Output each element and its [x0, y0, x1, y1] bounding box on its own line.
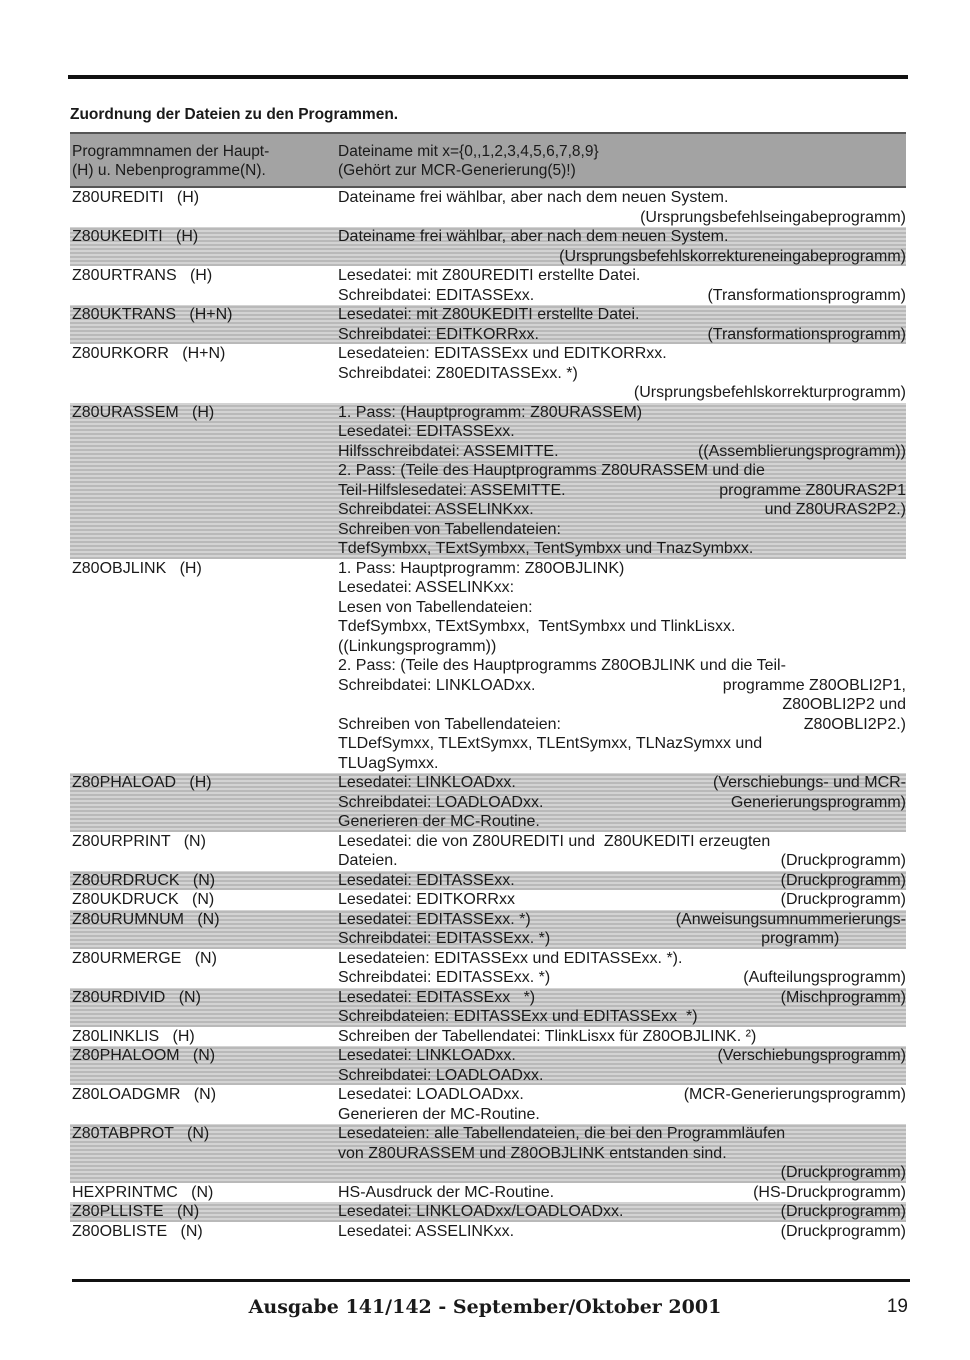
description-line — [338, 403, 906, 423]
description-line — [338, 617, 906, 637]
description-line — [338, 305, 906, 325]
description-text: Schreiben von Tabellendateien: — [338, 520, 561, 538]
description-line — [338, 754, 906, 774]
description-text: Lesedatei: LOADLOADxx. — [338, 1086, 524, 1103]
program-type-note: (Druckprogramm) — [780, 1164, 906, 1181]
program-name: Z80TABPROT (N) — [72, 1125, 210, 1142]
description-text: Teil-Hilfslesedatei: ASSEMITTE. — [338, 481, 566, 499]
file-description — [338, 227, 906, 266]
description-text: 1. Pass: Hauptprogramm: Z80OBJLINK) — [338, 559, 625, 577]
description-text: von Z80URASSEM und Z80OBJLINK entstanden sind. — [338, 1144, 727, 1162]
file-description — [338, 1046, 906, 1085]
description-line — [338, 890, 906, 910]
description-line — [338, 188, 906, 208]
description-line — [338, 910, 906, 930]
description-text: Schreibdatei: LOADLOADxx. — [338, 1066, 544, 1084]
program-type-note: (MCR-Generierungsprogramm) — [683, 1086, 906, 1103]
table-body — [70, 188, 906, 1241]
description-text: Schreiben der Tabellendatei: TlinkLisxx für Z80OBJLINK. ²) — [338, 1027, 757, 1045]
table-header — [70, 132, 906, 188]
description-text: TLDefSymxx, TLExtSymxx, TLEntSymxx, TLNazSymxx und — [338, 735, 763, 752]
file-description — [338, 1202, 906, 1222]
program-type-note: programm) — [761, 930, 906, 947]
top-rule — [68, 75, 908, 79]
description-line — [338, 344, 906, 364]
program-name: Z80UREDITI (H) — [72, 189, 200, 206]
program-type-note: (Ursprungsbefehlseingabeprogramm) — [640, 208, 906, 226]
description-line — [338, 247, 906, 267]
description-line — [338, 598, 906, 618]
program-name: Z80URASSEM (H) — [72, 403, 215, 421]
description-text: Lesedatei: die von Z80UREDITI und Z80UKEDITI erzeugten — [338, 832, 771, 850]
description-line — [338, 1085, 906, 1105]
table-row — [70, 1027, 906, 1047]
description-text: Schreibdatei: ASSELINKxx. — [338, 501, 534, 518]
description-line — [338, 734, 906, 754]
file-description — [338, 988, 906, 1027]
description-line — [338, 656, 906, 676]
description-text: Lesedatei: EDITASSExx *) — [338, 988, 536, 1006]
program-name: Z80UKEDITI (H) — [72, 228, 199, 245]
description-line — [338, 383, 906, 403]
program-type-note: (Druckprogramm) — [780, 852, 906, 869]
program-type-note: (Verschiebungs- und MCR- — [713, 774, 906, 791]
description-line — [338, 1163, 906, 1183]
program-name: Z80URDRUCK (N) — [72, 871, 216, 889]
description-text: ((Linkungsprogramm)) — [338, 637, 497, 655]
table-row — [70, 1183, 906, 1203]
program-type-note: (Anweisungsumnummerierungs- — [675, 910, 906, 928]
program-name: Z80URMERGE (N) — [72, 949, 217, 967]
program-name: Z80PHALOAD (H) — [72, 774, 212, 791]
program-name: Z80URUMNUM (N) — [72, 910, 220, 928]
description-text: HS-Ausdruck der MC-Routine. — [338, 1183, 555, 1201]
table-row — [70, 1202, 906, 1222]
description-text: Generieren der MC-Routine. — [338, 813, 540, 830]
program-name: Z80URKORR (H+N) — [72, 345, 226, 362]
file-description — [338, 1222, 906, 1242]
file-description — [338, 559, 906, 774]
description-text: Hilfsschreibdatei: ASSEMITTE. — [338, 442, 559, 460]
description-text: Lesedatei: mit Z80UREDITI erstellte Datei. — [338, 267, 641, 284]
description-text: Lesedateien: EDITASSExx und EDITASSExx. *). — [338, 949, 683, 967]
description-line — [338, 1027, 906, 1047]
program-name: HEXPRINTMC (N) — [72, 1183, 214, 1201]
table-row — [70, 1085, 906, 1124]
description-line — [338, 715, 906, 735]
description-line — [338, 1105, 906, 1125]
program-type-note: und Z80URAS2P2.) — [764, 501, 906, 518]
description-text: Lesedatei: EDITKORRxx — [338, 891, 515, 908]
description-line — [338, 442, 906, 462]
description-line — [338, 949, 906, 969]
program-type-note: (HS-Druckprogramm) — [753, 1183, 906, 1201]
description-text: Dateiname frei wählbar, aber nach dem neuen System. — [338, 189, 729, 206]
program-name: Z80LINKLIS (H) — [72, 1027, 195, 1045]
description-text: Schreibdatei: EDITASSExx. — [338, 286, 535, 304]
description-text: Lesedateien: EDITASSExx und EDITKORRxx. — [338, 345, 667, 362]
table-row — [70, 559, 906, 774]
program-name: Z80URDIVID (N) — [72, 988, 201, 1006]
description-text: Lesedatei: mit Z80UKEDITI erstellte Datei. — [338, 306, 640, 323]
file-description — [338, 1124, 906, 1183]
program-name: Z80UKTRANS (H+N) — [72, 306, 233, 323]
description-line — [338, 1066, 906, 1086]
table-row — [70, 832, 906, 871]
description-text: TdefSymbxx, TExtSymbxx, TentSymbxx und TnazSymbxx. — [338, 540, 754, 557]
description-line — [338, 500, 906, 520]
program-name: Z80URPRINT (N) — [72, 832, 206, 850]
description-text: Lesedatei: EDITASSExx. — [338, 423, 515, 440]
table-row — [70, 949, 906, 988]
file-description — [338, 890, 906, 910]
description-text: Schreibdatei: EDITKORRxx. — [338, 325, 539, 343]
description-line — [338, 988, 906, 1008]
program-type-note: programme Z80OBLI2P1, — [722, 676, 906, 694]
description-text: 2. Pass: (Teile des Hauptprogramms Z80URASSEM und die — [338, 462, 765, 479]
description-text: Schreibdatei: EDITASSExx. *) — [338, 969, 551, 986]
description-text: Schreibdatei: EDITASSExx. *) — [338, 930, 551, 947]
program-type-note: ((Assemblierungsprogramm)) — [697, 442, 906, 460]
program-name: Z80OBJLINK (H) — [72, 559, 202, 577]
file-description — [338, 403, 906, 559]
description-line — [338, 539, 906, 559]
page-number: 19 — [886, 1296, 908, 1317]
program-type-note: Generierungsprogramm) — [730, 793, 906, 811]
file-description — [338, 188, 906, 227]
program-type-note: (Ursprungsbefehlskorrektureneingabeprogramm) — [559, 247, 906, 265]
file-description — [338, 910, 906, 949]
description-line — [338, 227, 906, 247]
table-row — [70, 1046, 906, 1085]
table-row — [70, 403, 906, 559]
description-line — [338, 1124, 906, 1144]
program-type-note: (Transformationsprogramm) — [707, 325, 906, 343]
file-assignment-table — [70, 132, 906, 1241]
description-text: Generieren der MC-Routine. — [338, 1105, 540, 1123]
description-line — [338, 968, 906, 988]
description-line — [338, 266, 906, 286]
table-row — [70, 871, 906, 891]
description-text: Lesedatei: LINKLOADxx/LOADLOADxx. — [338, 1203, 624, 1220]
description-text: Lesedateien: alle Tabellendateien, die bei den Programmläufen — [338, 1125, 786, 1142]
table-row — [70, 988, 906, 1027]
description-line — [338, 637, 906, 657]
table-row — [70, 773, 906, 832]
description-line — [338, 851, 906, 871]
file-description — [338, 1027, 906, 1047]
table-row — [70, 266, 906, 305]
description-line — [338, 461, 906, 481]
section-title: Zuordnung der Dateien zu den Programmen. — [70, 106, 399, 123]
file-description — [338, 1085, 906, 1124]
description-line — [338, 422, 906, 442]
program-type-note: (Druckprogramm) — [780, 1203, 906, 1220]
program-type-note: (Druckprogramm) — [780, 871, 906, 889]
program-name: Z80LOADGMR (N) — [72, 1086, 217, 1103]
file-description — [338, 1183, 906, 1203]
description-text: Schreibdatei: LINKLOADxx. — [338, 676, 536, 694]
program-type-note: (Transformationsprogramm) — [707, 286, 906, 304]
description-text: Dateiname frei wählbar, aber nach dem neuen System. — [338, 228, 729, 245]
file-description — [338, 871, 906, 891]
description-text: 2. Pass: (Teile des Hauptprogramms Z80OBJLINK und die Teil- — [338, 657, 786, 674]
program-name: Z80UKDRUCK (N) — [72, 891, 215, 908]
description-text: Lesedatei: ASSELINKxx. — [338, 1222, 515, 1240]
program-type-note: (Mischprogramm) — [780, 988, 906, 1006]
table-row — [70, 227, 906, 266]
header-col-programs: Programmnamen der Haupt- (H) u. Nebenprogramme(N). — [72, 143, 270, 179]
description-text: Lesedatei: EDITASSExx. *) — [338, 910, 531, 928]
description-line — [338, 1183, 906, 1203]
description-line — [338, 1144, 906, 1164]
program-type-note: (Verschiebungsprogramm) — [717, 1047, 906, 1064]
description-text: Lesedatei: ASSELINKxx: — [338, 579, 515, 596]
program-type-note: (Aufteilungsprogramm) — [743, 969, 906, 986]
description-text: TLUagSymxx. — [338, 754, 439, 772]
file-description — [338, 344, 906, 403]
description-line — [338, 1202, 906, 1222]
description-line — [338, 793, 906, 813]
description-line — [338, 695, 906, 715]
program-type-note: (Druckprogramm) — [780, 1222, 906, 1240]
program-type-note: (Druckprogramm) — [780, 891, 906, 908]
program-type-note: Z80OBLI2P2 und — [782, 696, 906, 713]
description-text: Schreibdatei: LOADLOADxx. — [338, 793, 544, 811]
program-type-note: Z80OBLI2P2.) — [803, 715, 906, 733]
description-line — [338, 578, 906, 598]
description-text: Lesedatei: EDITASSExx. — [338, 871, 515, 889]
table-row — [70, 890, 906, 910]
description-line — [338, 325, 906, 345]
description-line — [338, 1007, 906, 1027]
description-text: 1. Pass: (Hauptprogramm: Z80URASSEM) — [338, 403, 643, 421]
description-line — [338, 481, 906, 501]
file-description — [338, 949, 906, 988]
description-text: Schreibdateien: EDITASSExx und EDITASSExx *) — [338, 1008, 698, 1025]
description-text: TdefSymbxx, TExtSymbxx, TentSymbxx und TlinkLisxx. — [338, 618, 736, 635]
bottom-rule — [72, 1279, 910, 1282]
description-text: Lesedatei: LINKLOADxx. — [338, 1047, 516, 1064]
header-col-files: Dateiname mit x={0,,1,2,3,4,5,6,7,8,9} (Gehört zur MCR-Generierung(5)!) — [338, 143, 599, 179]
description-line — [338, 676, 906, 696]
program-name: Z80PHALOOM (N) — [72, 1047, 216, 1064]
program-name: Z80URTRANS (H) — [72, 267, 213, 284]
table-row — [70, 910, 906, 949]
description-text: Schreiben von Tabellendateien: — [338, 715, 561, 733]
program-type-note: programme Z80URAS2P1 — [719, 481, 906, 499]
description-line — [338, 832, 906, 852]
description-text: Dateien. — [338, 852, 398, 869]
table-row — [70, 305, 906, 344]
description-text: Lesedatei: LINKLOADxx. — [338, 774, 516, 791]
description-line — [338, 871, 906, 891]
program-name: Z80PLLISTE (N) — [72, 1203, 200, 1220]
table-row — [70, 188, 906, 227]
description-line — [338, 1222, 906, 1242]
description-line — [338, 520, 906, 540]
footer-issue: Ausgabe 141/142 - September/Oktober 2001 — [248, 1296, 722, 1318]
file-description — [338, 266, 906, 305]
program-type-note: (Ursprungsbefehlskorrekturprogramm) — [633, 384, 906, 401]
description-line — [338, 559, 906, 579]
description-text: Lesen von Tabellendateien: — [338, 598, 533, 616]
description-line — [338, 812, 906, 832]
table-row — [70, 344, 906, 403]
program-name: Z80OBLISTE (N) — [72, 1222, 203, 1240]
description-line — [338, 286, 906, 306]
file-description — [338, 305, 906, 344]
table-row — [70, 1124, 906, 1183]
table-row — [70, 1222, 906, 1242]
description-line — [338, 1046, 906, 1066]
description-text: Schreibdatei: Z80EDITASSExx. *) — [338, 364, 578, 382]
description-line — [338, 364, 906, 384]
description-line — [338, 773, 906, 793]
file-description — [338, 832, 906, 871]
description-line — [338, 208, 906, 228]
description-line — [338, 929, 906, 949]
file-description — [338, 773, 906, 832]
